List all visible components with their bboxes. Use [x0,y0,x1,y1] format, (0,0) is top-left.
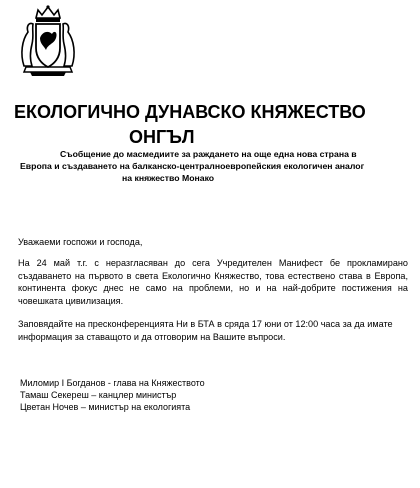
subtitle-line-1: Съобщение до масмедиите за раждането на още една нова страна в [60,149,357,159]
signature-3: Цветан Ночев – министър на екологията [20,402,191,412]
page-title [14,100,410,150]
subtitle-line-3: на княжество Монако [122,173,215,183]
signature-2: Тамаш Секереш – канцлер министър [20,390,177,400]
title-line-2: ОНГЪЛ [129,127,195,147]
title-line-1: ЕКОЛОГИЧНО ДУНАВСКО КНЯЖЕСТВО [14,102,366,122]
subtitle-line-2: Европа и създаването на балканско-централноевропейския екологичен аналог [20,161,365,171]
subtitle [20,148,410,184]
paragraph-1: На 24 май т.г. с неразгласяван до сега Учредителен Манифест бе прокламирано създаването на първото в света Екологично Княжество, това естествено става в Европа, континента фокус днес не само на проблеми, но и на най-добрите постижения на човешката цивилизация. [18,258,408,306]
paragraph-2: Заповядайте на пресконференцията Ни в БТА в сряда 17 юни от 12:00 часа за да имате информация за ставащото и да отговорим на Вашите въпроси. [18,319,393,342]
greeting: Уважаеми госпожи и господа, [18,237,143,247]
coat-of-arms-icon [18,4,78,78]
signature-1: Миломир I Богданов - глава на Княжеството [20,378,205,388]
